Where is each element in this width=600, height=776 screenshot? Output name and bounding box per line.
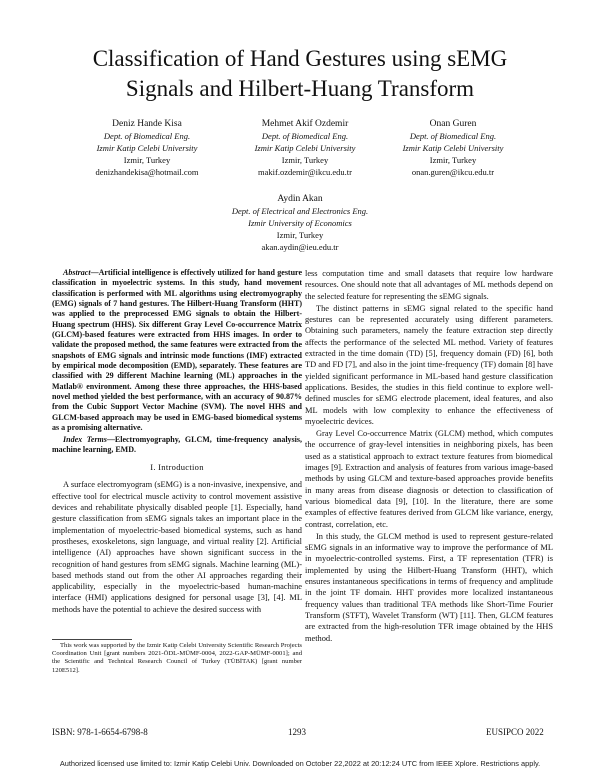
funding-footnote: This work was supported by the Izmir Katip Celebi University Scientific Research Projects Coordination Unit [grant numbers 2021-ÖDL-MÜMF-0004, 2022-GAP-MÜMF-0001]; and the Scientific and Technical Research Council of Turkey (TÜBİTAK) [grant number 120E512]. [52, 642, 302, 674]
author-city: Izmir, Turkey [123, 155, 171, 165]
author-name: Mehmet Akif Ozdemir [261, 119, 349, 129]
author-name: Onan Guren [429, 119, 477, 129]
footer-conference: EUSIPCO 2022 [486, 727, 544, 737]
index-terms-text: —Electromyography, GLCM, time-frequency analysis, machine learning, EMD. [52, 434, 302, 454]
author-dept: Dept. of Electrical and Electronics Eng. [231, 206, 369, 216]
body-paragraph: In this study, the GLCM method is used to represent gesture-related sEMG signals in an informative way to improve the performance of ML in myoelectric-controlled systems. First, a TF representation (TFR) is implemented by using the Hilbert-Huang Transform (HHT), which ensures instantaneous specifications in terms of frequency and amplitude in the joint TF domain. HHT provides more localized instantaneous frequency values than traditional TFA methods like Short-Time Fourier Transform (STFT), Wavelet Transform (WT) [11]. Then, GLCM features are extracted from the high-resolution TFR image obtained by the HHS method. [305, 531, 553, 643]
author-university: Izmir Katip Celebi University [254, 143, 356, 153]
abstract-text: —Artificial intelligence is effectively utilized for hand gesture classification in myoelectric systems. In this study, hand movement classification is performed with ML algorithms using electromyography (EMG) signals of 7 hand gestures. The Hilbert-Huang Transform (HHT) was applied to the preprocessed EMG signals to obtain the Hilbert-Huang spectrum (HHS). Six different Gray Level Co-occurrence Matrix (GLCM)-based features were extracted from HHS images. In order to validate the proposed method, the same features were extracted from the snapshots of EMG signals and intrinsic mode functions (IMF) extracted by empirical mode decomposition (EMD), separately. These features are classified with 29 different Machine learning (ML) approaches in the Matlab® environment. Among these three approaches, the HHS-based novel method yielded the best performance, with an accuracy of 90.87% from the Cubic Support Vector Machine (SVM). The novel HHS and GLCM-based approach may be used in EMG-based biomedical systems as a promising alternative. [52, 268, 302, 433]
author-university: Izmir Katip Celebi University [96, 143, 198, 153]
author-name: Deniz Hande Kisa [112, 119, 182, 129]
author-university: Izmir Katip Celebi University [402, 143, 504, 153]
author-dept: Dept. of Biomedical Eng. [261, 131, 349, 141]
index-terms [52, 435, 302, 456]
author-block-3 [358, 118, 548, 178]
body-paragraph: less computation time and small datasets that require low hardware resources. One should note that all advantages of ML methods depend on the selected feature for representing the sEMG signals. [305, 269, 553, 301]
title-line-2: Signals and Hilbert-Huang Transform [125, 76, 475, 101]
index-terms-label: Index Terms [63, 434, 107, 444]
footer-page-number: 1293 [288, 727, 306, 737]
author-block-4 [180, 193, 420, 253]
footnote-divider [52, 639, 132, 640]
body-paragraph: A surface electromyogram (sEMG) is a non-invasive, inexpensive, and effective tool for electrical muscle activity to control movement assistive devices and rehabilitate physically disabled people [1]. Especially, hand gesture classification from sEMG signals takes an important place in the implementation of myoelectric-based biomedical systems, such as hand prostheses, exoskeletons, sign language, and virtual reality [2]. Artificial intelligence (AI) approaches have shown significant success in the recognition of hand gestures from sEMG signals. Machine learning (ML)-based methods stand out from the other AI approaches regarding their applicability, especially in the myoelectric-based human-machine interface (HMI) applications designed for personal usage [3], [4]. ML methods have the potential to achieve the desired success with [52, 480, 302, 614]
abstract [52, 268, 302, 434]
author-name: Aydin Akan [277, 194, 323, 204]
footer-isbn: ISBN: 978-1-6654-6798-8 [52, 727, 148, 737]
author-email[interactable]: makif.ozdemir@ikcu.edu.tr [258, 167, 352, 177]
abstract-label: Abstract [63, 268, 91, 277]
title-line-1: Classification of Hand Gestures using sEMG [92, 46, 508, 71]
author-university: Izmir University of Economics [248, 218, 352, 228]
author-email[interactable]: onan.guren@ikcu.edu.tr [411, 167, 495, 177]
paper-title [40, 44, 560, 104]
author-email[interactable]: akan.aydin@ieu.edu.tr [261, 242, 339, 252]
author-dept: Dept. of Biomedical Eng. [409, 131, 497, 141]
author-city: Izmir, Turkey [276, 230, 324, 240]
license-notice: Authorized licensed use limited to: Izmir Katip Celebi Univ. Downloaded on October 22,2022 at 20:12:24 UTC from IEEE Xplore. Restrictions apply. [59, 759, 541, 768]
body-paragraph: The distinct patterns in sEMG signal related to the specific hand gestures can be represented accurately using different parameters. Obtaining such parameters, namely the feature extraction step directly affects the performance of the selected ML method. Variety of features extracted in the time domain (TD) [5], frequency domain (FD) [6], both TD and FD [7], and also in the joint time-frequency (TF) domain [8] have yielded significant performance in ML-based hand gesture classification applications. Besides, the studies in this field continue to explore well-defined muscles for sEMG electrode placement, ideal features, and also ML models with low complexity to enhance the effectiveness of myoelectric devices. [305, 303, 553, 426]
section-heading: I. Introduction [150, 462, 204, 473]
right-column [305, 268, 553, 645]
author-city: Izmir, Turkey [429, 155, 477, 165]
author-city: Izmir, Turkey [281, 155, 329, 165]
body-paragraph: Gray Level Co-occurrence Matrix (GLCM) method, which computes the occurrence of gray-level intensities in neighboring pixels, has been used as a statistical approach to extract texture features from biomedical images [9]. Extraction and analysis of features from various image-based methods by using GLCM and texture-based approaches provide benefits in many areas from disease diagnosis or detection to classification of various biomedical data [9], [10]. In the literature, there are some examples of effective features derived from GLCM like variance, energy, contrast, correlation, etc. [305, 429, 553, 529]
author-email[interactable]: denizhandekisa@hotmail.com [95, 167, 199, 177]
author-dept: Dept. of Biomedical Eng. [103, 131, 191, 141]
left-column [52, 268, 302, 616]
